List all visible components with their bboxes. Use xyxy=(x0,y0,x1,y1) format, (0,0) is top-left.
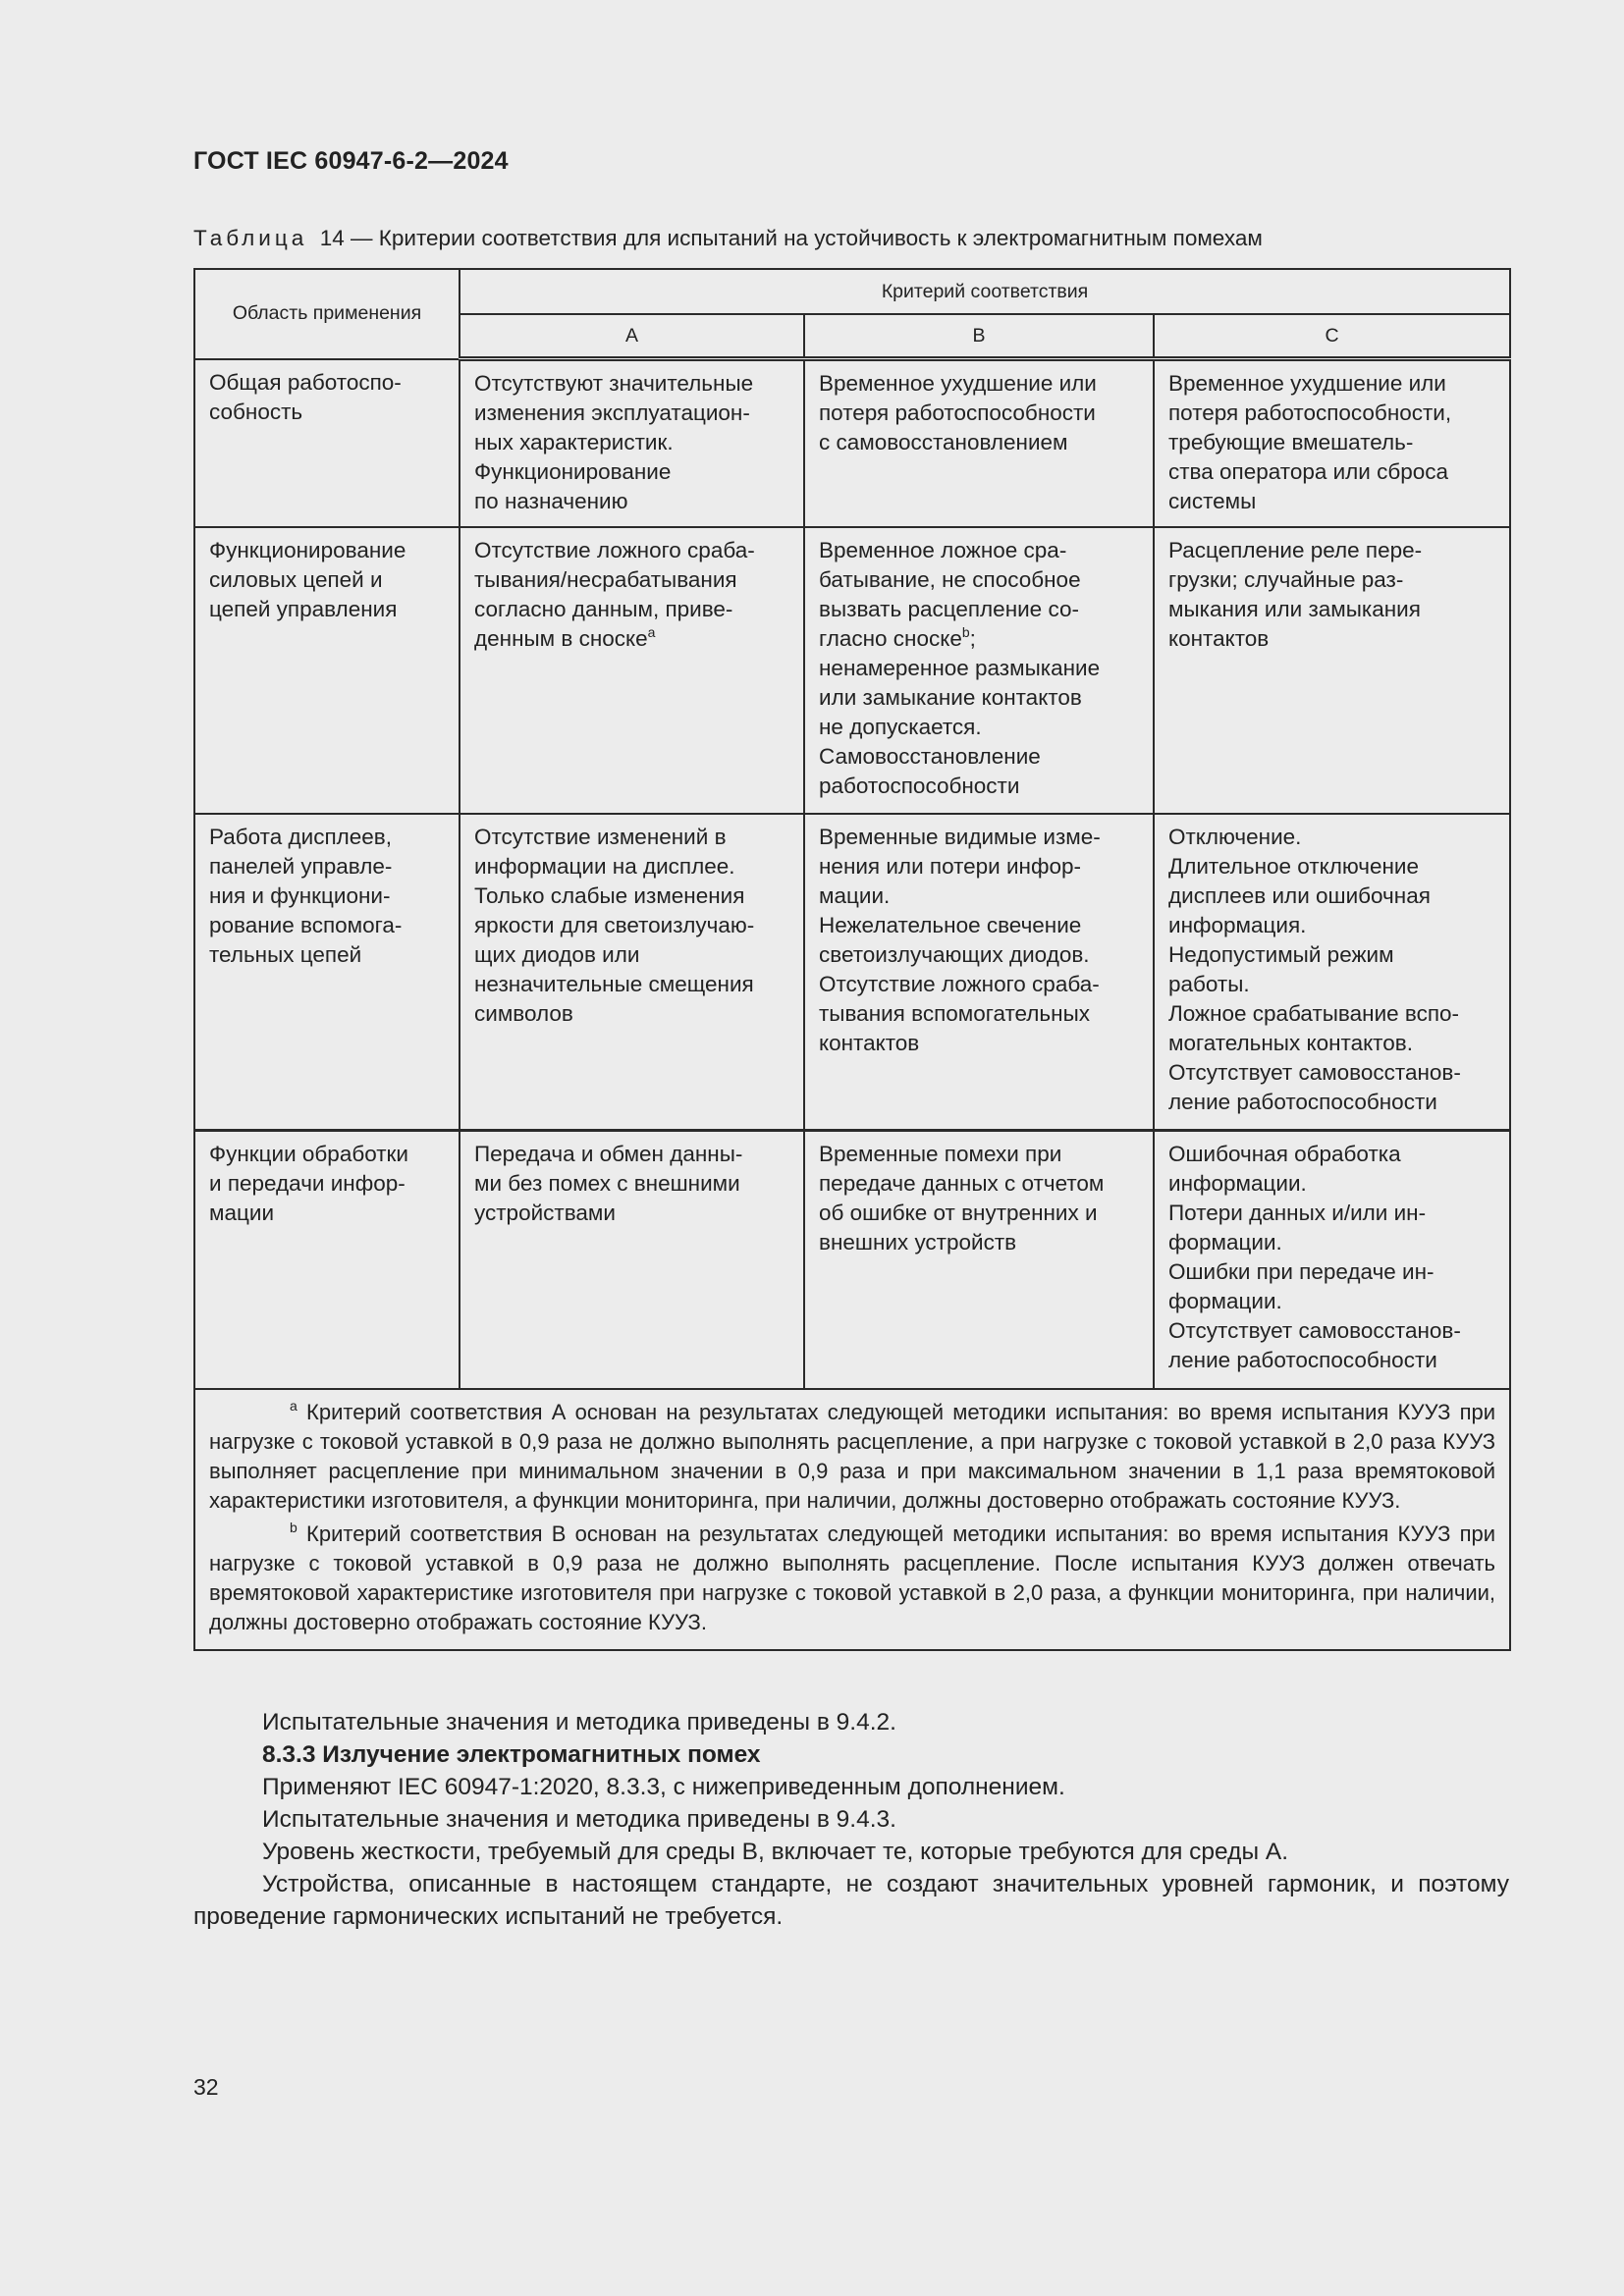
criteria-table xyxy=(193,268,1511,1651)
header-scope: Область применения xyxy=(194,269,460,359)
cell-criterion-a: Отсутствуют значительные изменения эксплуатацион- ных характеристик. Функционирование по назначению xyxy=(460,359,804,528)
header-criterion-b: B xyxy=(804,314,1154,359)
cell-criterion-c: Отключение. Длительное отключение дисплеев или ошибочная информация. Недопустимый режим работы. Ложное срабатывание вспо- могательных контактов. Отсутствует самовосстанов- ление работоспособности xyxy=(1154,814,1510,1131)
table-caption-text: — Критерии соответствия для испытаний на устойчивость к электромагнитным помехам xyxy=(351,226,1263,250)
cell-criterion-c: Временное ухудшение или потеря работоспособности, требующие вмешатель- ства оператора или сброса системы xyxy=(1154,359,1510,528)
document-header: ГОСТ IEC 60947-6-2—2024 xyxy=(193,147,509,175)
cell-criterion-b: Временные видимые изме- нения или потери инфор- мации. Нежелательное свечение светоизлучающих диодов. Отсутствие ложного сраба- тывания вспомогательных контактов xyxy=(804,814,1154,1131)
cell-criterion-c: Ошибочная обработка информации. Потери данных и/или ин- формации. Ошибки при передаче ин- формации. Отсутствует самовосстанов- ление работоспособности xyxy=(1154,1131,1510,1390)
footnote-a: $^a$ Критерий соответствия А основан на результатах следующей методики испытания: во время испытания КУУЗ при нагрузке с токовой уставкой в 0,9 раза не должно выполнять расцепление, а при нагрузке с токовой уставкой в 2,0 раза КУУЗ выполняет расцепление при минимальном значении в 0,9 раза и при максимальном значении в 1,1 раза времятоковой характеристики изготовителя, а функции мониторинга, при наличии, должны достоверно отображать состояние КУУЗ. xyxy=(209,1398,1496,1513)
cell-scope: Функции обработки и передачи инфор- мации xyxy=(194,1131,460,1390)
body-text xyxy=(193,1706,1509,1933)
table-row xyxy=(194,527,1510,814)
paragraph: Устройства, описанные в настоящем стандарте, не создают значительных уровней гармоник, и поэтому проведение гармонических испытаний не требуется. xyxy=(193,1871,1509,1930)
cell-criterion-b: Временное ухудшение или потеря работоспособности с самовосстановлением xyxy=(804,359,1154,528)
cell-scope: Функционирование силовых цепей и цепей управления xyxy=(194,527,460,814)
cell-criterion-b: Временное ложное сра- батывание, не способное вызвать расцепление со- гласно сноске$^b$; ненамеренное размыкание или замыкание контактов не допускается. Самовосстановление работоспособности xyxy=(804,527,1154,814)
section-heading: 8.3.3 Излучение электромагнитных помех xyxy=(262,1741,761,1768)
header-criterion: Критерий соответствия xyxy=(460,269,1510,314)
footnote-ref-b: b xyxy=(961,624,970,640)
page-number: 32 xyxy=(193,2074,219,2100)
footnote-ref-a: a xyxy=(647,624,656,640)
footnote-row xyxy=(194,1389,1510,1650)
table-row xyxy=(194,814,1510,1131)
cell-criterion-c: Расцепление реле пере- грузки; случайные раз- мыкания или замыкания контактов xyxy=(1154,527,1510,814)
paragraph: Испытательные значения и методика приведены в 9.4.2. xyxy=(262,1709,896,1735)
paragraph: Уровень жесткости, требуемый для среды В, включает те, которые требуются для среды А. xyxy=(262,1839,1289,1865)
footnote-mark-a: a xyxy=(290,1398,298,1414)
header-criterion-a: A xyxy=(460,314,804,359)
paragraph: Применяют IEC 60947-1:2020, 8.3.3, с нижеприведенным дополнением. xyxy=(262,1774,1065,1800)
table-row xyxy=(194,359,1510,528)
cell-criterion-b: Временные помехи при передаче данных с отчетом об ошибке от внутренних и внешних устройств xyxy=(804,1131,1154,1390)
cell-criterion-a: Отсутствие ложного сраба- тывания/несрабатывания согласно данным, приве- денным в сноске$^a$ xyxy=(460,527,804,814)
footnotes-cell xyxy=(194,1389,1510,1650)
cell-scope: Общая работоспо- собность xyxy=(194,359,460,528)
cell-criterion-a: Отсутствие изменений в информации на дисплее. Только слабые изменения яркости для светоизлучаю- щих диодов или незначительные смещения символов xyxy=(460,814,804,1131)
cell-criterion-a: Передача и обмен данны- ми без помех с внешними устройствами xyxy=(460,1131,804,1390)
table-caption-number: 14 xyxy=(319,226,345,250)
table-caption-label: Таблица xyxy=(193,226,308,250)
header-criterion-c: C xyxy=(1154,314,1510,359)
footnote-b: $^b$ Критерий соответствия В основан на результатах следующей методики испытания: во время испытания КУУЗ при нагрузке с токовой уставкой в 0,9 раза не должно выполнять расцепление. После испытания КУУЗ должен отвечать времятоковой характеристике изготовителя при нагрузке с токовой уставкой в 2,0 раза, а функции мониторинга, при наличии, должны достоверно отображать состояние КУУЗ. xyxy=(209,1520,1496,1634)
footnote-mark-b: b xyxy=(290,1520,298,1535)
cell-scope: Работа дисплеев, панелей управле- ния и функциони- рование вспомога- тельных цепей xyxy=(194,814,460,1131)
paragraph: Испытательные значения и методика приведены в 9.4.3. xyxy=(262,1806,896,1833)
table-caption xyxy=(193,226,1263,251)
table-row xyxy=(194,1131,1510,1390)
